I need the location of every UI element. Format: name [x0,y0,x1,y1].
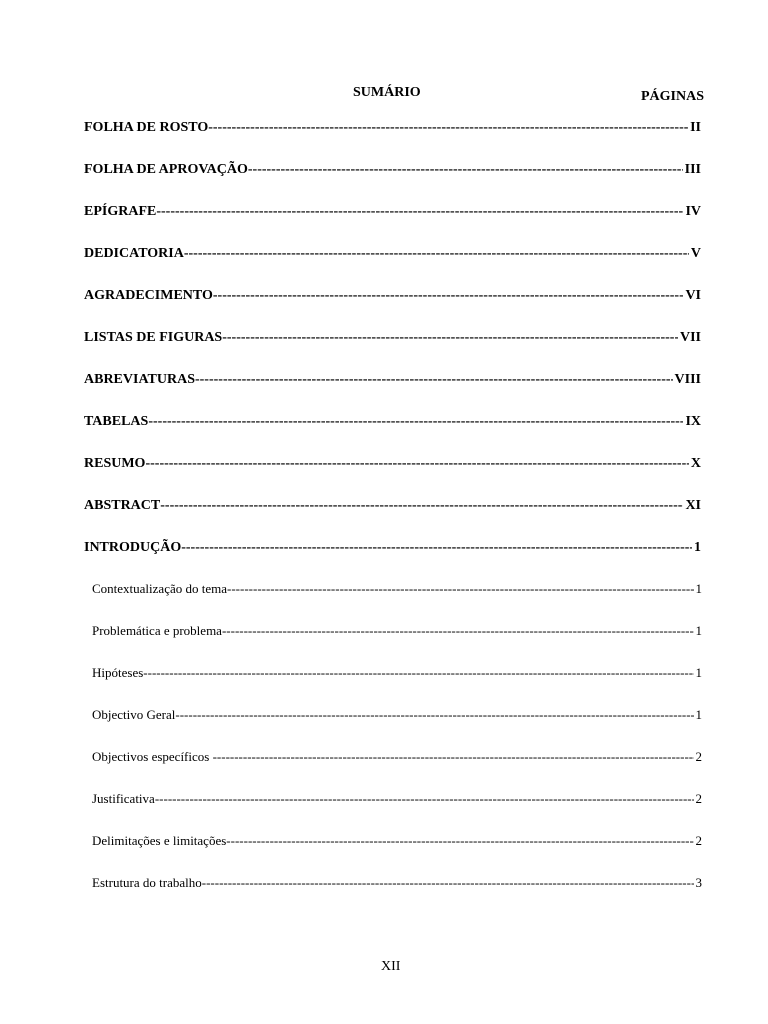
toc-entry-label: INTRODUÇÃO [84,540,182,555]
toc-entry [84,119,701,139]
toc-entry [84,161,701,181]
toc-entry-label: LISTAS DE FIGURAS [84,330,223,345]
toc-subentry-page: 3 [695,875,702,890]
dot-leader [226,832,693,850]
dot-leader [148,413,683,431]
toc-entry [84,371,701,391]
page-number: XII [381,959,401,974]
toc-entry-label: RESUMO [84,456,146,471]
dot-leader [143,664,693,682]
toc-entry-label: FOLHA DE APROVAÇÃO [84,162,248,177]
dot-leader [181,539,692,557]
toc-entry-page: III [684,162,701,177]
toc-subentry [92,706,702,726]
toc-entry-page: VIII [674,372,701,387]
toc-subentry [92,874,702,894]
dot-leader [160,497,683,515]
toc-subentry-page: 1 [695,707,702,722]
toc-subentry-page: 1 [695,623,702,638]
toc-subentry-page: 1 [695,665,702,680]
toc-entry-page: V [690,246,701,261]
toc-entry-page: II [690,120,701,135]
dot-leader [213,287,684,305]
toc-subentry-label: Objectivo Geral [92,707,176,722]
dot-leader [184,245,689,263]
toc-entry-label: ABREVIATURAS [84,372,195,387]
toc-subentry-label: Objectivos específicos [92,749,213,764]
toc-entry [84,413,701,433]
toc-subentry-label: Justificativa [92,791,155,806]
dot-leader [155,790,694,808]
dot-leader [175,706,693,724]
dot-leader [156,203,683,221]
toc-subentry [92,664,702,684]
toc-subentry [92,748,702,768]
toc-subentry [92,580,702,600]
toc-entry-page: VII [679,330,701,345]
toc-subentry [92,622,702,642]
toc-entry-page: 1 [694,540,701,555]
toc-entry [84,329,701,349]
toc-entry-label: FOLHA DE ROSTO [84,120,209,135]
dot-leader [222,329,678,347]
toc-entry [84,245,701,265]
toc-subentry-page: 1 [695,581,702,596]
toc-subentry-label: Delimitações e limitações [92,833,227,848]
toc-subentry-page: 2 [695,833,702,848]
dot-leader [248,161,683,179]
toc-entry [84,497,701,517]
toc-entry-label: TABELAS [84,414,149,429]
toc-entry-label: EPÍGRAFE [84,204,157,219]
dot-leader [208,119,688,137]
page-title: SUMÁRIO [353,85,421,100]
toc-entry-page: IV [685,204,701,219]
toc-subentry-page: 2 [695,749,702,764]
toc-subentry [92,790,702,810]
dot-leader [145,455,688,473]
toc-entry [84,539,701,559]
toc-entry [84,287,701,307]
dot-leader [222,622,694,640]
toc-subentry-label: Hipóteses [92,665,144,680]
toc-entry-page: IX [685,414,701,429]
toc-subentry-label: Problemática e problema [92,623,222,638]
pages-column-heading: PÁGINAS [641,89,705,104]
toc-entry-label: AGRADECIMENTO [84,288,213,303]
toc-subentry-page: 2 [695,791,702,806]
toc-subentry [92,832,702,852]
dot-leader [195,371,673,389]
toc-subentry-label: Estrutura do trabalho [92,875,202,890]
dot-leader [213,748,694,766]
dot-leader [202,874,694,892]
toc-entry-page: VI [685,288,701,303]
toc-entry-page: X [690,456,701,471]
toc-entry-label: DEDICATORIA [84,246,184,261]
toc-subentry-label: Contextualização do tema [92,581,228,596]
toc-entry-label: ABSTRACT [84,498,161,513]
toc-entry [84,203,701,223]
dot-leader [227,580,693,598]
toc-entry-page: XI [685,498,701,513]
toc-entry [84,455,701,475]
